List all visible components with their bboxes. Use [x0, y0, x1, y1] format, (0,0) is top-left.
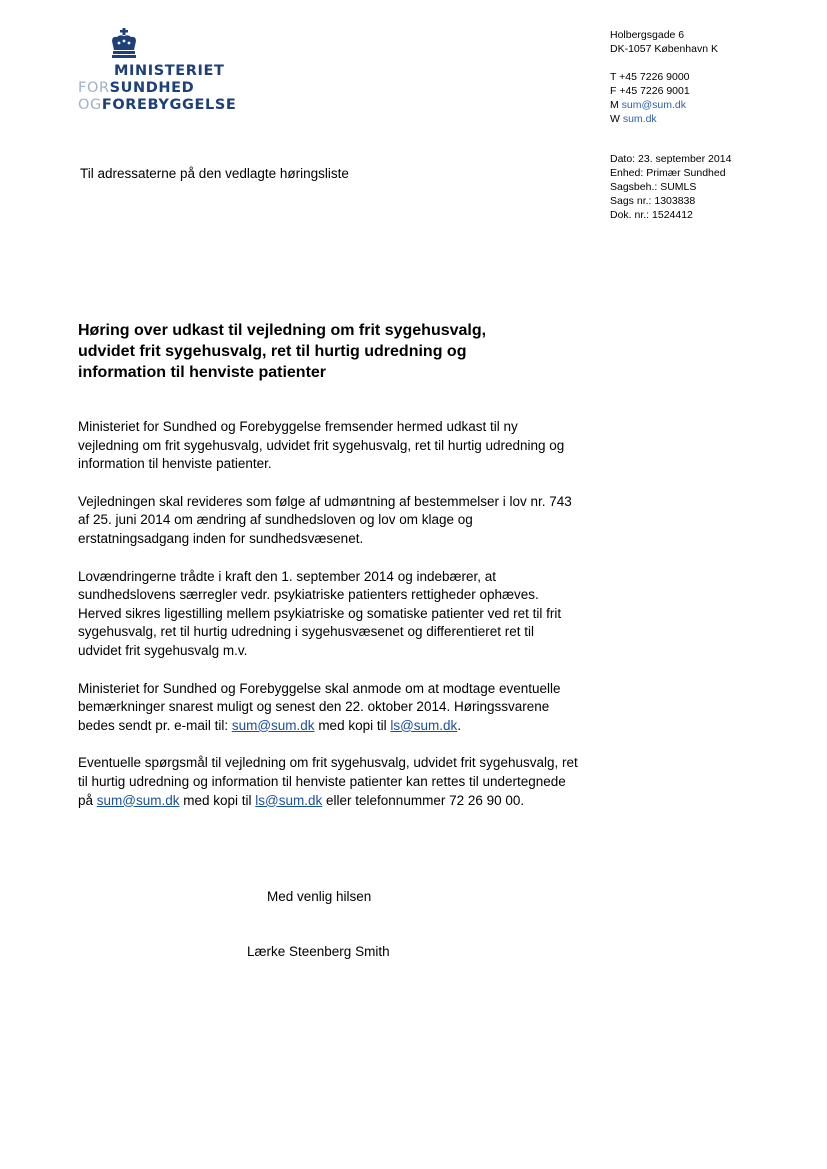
meta-unit: Enhed: Primær Sundhed	[610, 167, 726, 179]
closing-greeting: Med venlig hilsen	[267, 889, 372, 904]
meta-case-handler: Sagsbeh.: SUMLS	[610, 181, 697, 193]
paragraph-2: Vejledningen skal revideres som følge af udmøntning af bestemmelser i lov nr. 743 af 25. juni 2014 om ændring af sundhedsloven og lov om klage og erstatningsadgang inden for sundhedsvæsenet.	[78, 493, 572, 546]
logo-text-line-3: OGFOREBYGGELSE	[78, 97, 237, 113]
email-link-sum[interactable]: sum@sum.dk	[231, 717, 315, 733]
paragraph-4: Ministeriet for Sundhed og Forebyggelse skal anmode om at modtage eventuelle bemærkninger snarest muligt og senest den 22. oktober 2014. Høringssvarene bedes sendt pr. e-mail til: sum@sum.dk med kopi til ls@sum.dk.	[78, 680, 561, 733]
email-link-ls[interactable]: ls@sum.dk	[255, 792, 323, 808]
sender-web-link[interactable]: sum.dk	[622, 113, 657, 125]
signature-name: Lærke Steenberg Smith	[247, 944, 390, 959]
email-link-sum[interactable]: sum@sum.dk	[96, 792, 180, 808]
paragraph-5: Eventuelle spørgsmål til vejledning om frit sygehusvalg, udvidet frit sygehusvalg, ret til hurtig udredning og information til henviste patienter kan rettes til undertegnede på sum@sum.dk med kopi til ls@sum.dk eller telefonnummer 72 26 90 00.	[78, 755, 578, 808]
document-meta	[610, 152, 820, 222]
letter-body	[78, 418, 578, 829]
crown-icon	[107, 28, 141, 60]
recipient-line: Til adressaterne på den vedlagte høringsliste	[80, 166, 349, 181]
sender-phone: T +45 7226 9000	[610, 71, 690, 83]
sender-mail: M sum@sum.dk	[610, 99, 687, 111]
sender-fax: F +45 7226 9001	[610, 85, 690, 97]
sender-mail-link[interactable]: sum@sum.dk	[621, 99, 687, 111]
email-link-ls[interactable]: ls@sum.dk	[390, 717, 458, 733]
logo-text-line-1: MINISTERIET	[114, 63, 225, 79]
title-line-1: Høring over udkast til vejledning om frit sygehusvalg,	[78, 322, 487, 339]
sender-street: Holbergsgade 6	[610, 29, 685, 41]
title-line-2: udvidet frit sygehusvalg, ret til hurtig udredning og	[78, 343, 467, 360]
ministry-logo	[74, 28, 254, 120]
meta-document-number: Dok. nr.: 1524412	[610, 209, 693, 221]
meta-date: Dato: 23. september 2014	[610, 153, 732, 165]
logo-text-line-2: FORSUNDHED	[78, 80, 195, 96]
sender-city: DK-1057 København K	[610, 43, 718, 55]
paragraph-3: Lovændringerne trådte i kraft den 1. september 2014 og indebærer, at sundhedslovens særregler vedr. psykiatriske patienters rettigheder ophæves. Herved sikres ligestilling mellem psykiatriske og somatiske patienter ved ret til frit sygehusvalg, ret til hurtig udredning i sygehusvæsenet og differentieret ret til udvidet frit sygehusvalg m.v.	[78, 568, 562, 658]
letter-title	[78, 320, 578, 383]
sender-web: W sum.dk	[610, 113, 657, 125]
paragraph-1: Ministeriet for Sundhed og Forebyggelse fremsender hermed udkast til ny vejledning om frit sygehusvalg, udvidet frit sygehusvalg, ret til hurtig udredning og information til henviste patienter.	[78, 419, 565, 472]
title-line-3: information til henviste patienter	[78, 364, 327, 381]
meta-case-number: Sags nr.: 1303838	[610, 195, 696, 207]
sender-address-block	[610, 28, 810, 126]
